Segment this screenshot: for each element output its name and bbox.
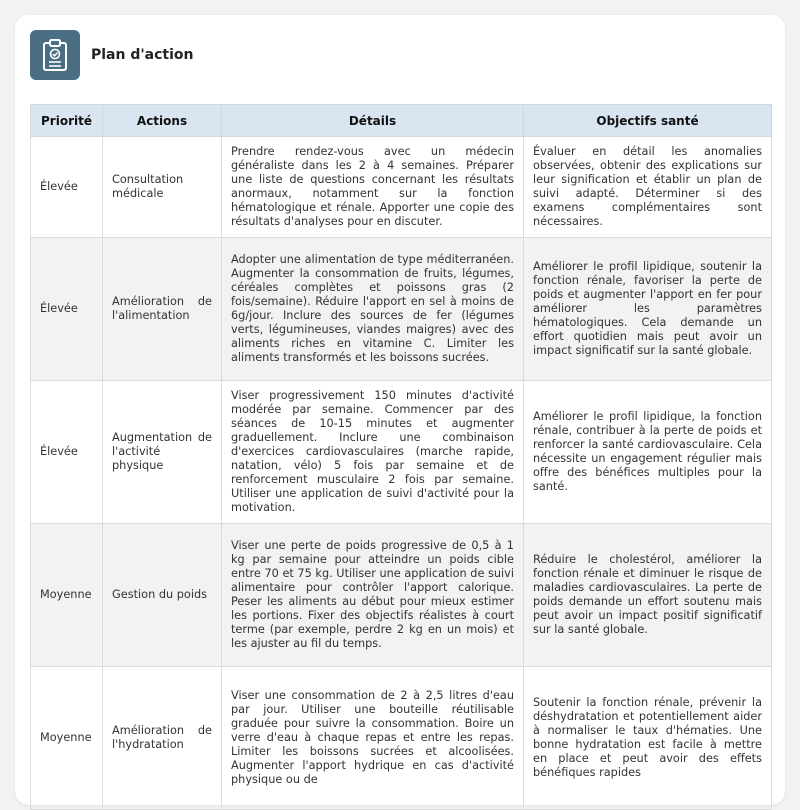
action-cell: Amélioration de l'alimentation — [103, 238, 222, 381]
table-row — [31, 524, 772, 667]
priority-cell: Élevée — [31, 137, 103, 238]
goals-cell: Évaluer en détail les anomalies observées, obtenir des explications sur leur signification et établir un plan de suivi adapté. Déterminer si des examens complémentaires sont nécessaires. — [524, 137, 772, 238]
table-row — [31, 381, 772, 524]
action-plan-card — [15, 15, 785, 805]
action-cell: Gestion du poids — [103, 524, 222, 667]
details-cell: Viser une consommation de 2 à 2,5 litres d'eau par jour. Utiliser une bouteille réutilisable graduée pour suivre la consommation. Boire un verre d'eau à chaque repas et entre les repas. Limiter les boissons sucrées et alcoolisées. Augmenter l'apport hydrique en cas d'activité physique ou de — [222, 667, 524, 810]
action-plan-table — [30, 104, 772, 810]
details-cell: Viser une perte de poids progressive de 0,5 à 1 kg par semaine pour atteindre un poids cible entre 70 et 75 kg. Utiliser une application de suivi alimentaire pour contrôler l'apport calorique. Peser les aliments au début pour mieux estimer les portions. Fixer des objectifs réalistes à court terme (par exemple, perdre 2 kg en un mois) et les ajuster au fil du temps. — [222, 524, 524, 667]
priority-cell: Élevée — [31, 381, 103, 524]
goals-cell: Améliorer le profil lipidique, soutenir la fonction rénale, favoriser la perte de poids et augmenter l'apport en fer pour améliorer les paramètres hématologiques. Cela demande un effort quotidien mais peut avoir un impact significatif sur la santé globale. — [524, 238, 772, 381]
goals-cell: Soutenir la fonction rénale, prévenir la déshydratation et potentiellement aider à normaliser le taux d'hématies. Une bonne hydratation est facile à mettre en place et peut avoir des effets bénéfiques rapides — [524, 667, 772, 810]
column-header-actions: Actions — [103, 105, 222, 137]
clipboard-check-icon — [30, 30, 80, 80]
details-cell: Viser progressivement 150 minutes d'activité modérée par semaine. Commencer par des séances de 10-15 minutes et augmenter graduellement. Inclure une combinaison d'exercices cardiovasculaires (marche rapide, natation, vélo) 5 fois par semaine et de renforcement musculaire 2 fois par semaine. Utiliser une application de suivi d'activité pour la motivation. — [222, 381, 524, 524]
priority-cell: Moyenne — [31, 524, 103, 667]
card-header — [30, 30, 193, 80]
table-header-row — [31, 105, 772, 137]
column-header-details: Détails — [222, 105, 524, 137]
goals-cell: Réduire le cholestérol, améliorer la fonction rénale et diminuer le risque de maladies cardiovasculaires. La perte de poids demande un effort soutenu mais peut avoir un impact positif significatif sur la santé globale. — [524, 524, 772, 667]
action-cell: Consultation médicale — [103, 137, 222, 238]
goals-cell: Améliorer le profil lipidique, la fonction rénale, contribuer à la perte de poids et renforcer la santé cardiovasculaire. Cela nécessite un engagement régulier mais offre des bénéfices multiples pour la santé. — [524, 381, 772, 524]
details-cell: Prendre rendez-vous avec un médecin généraliste dans les 2 à 4 semaines. Préparer une liste de questions concernant les résultats anormaux, notamment sur la fonction hématologique et rénale. Apporter une copie des résultats d'analyses pour en discuter. — [222, 137, 524, 238]
priority-cell: Moyenne — [31, 667, 103, 810]
column-header-goals: Objectifs santé — [524, 105, 772, 137]
page-title: Plan d'action — [91, 47, 194, 63]
action-cell: Amélioration de l'hydratation — [103, 667, 222, 810]
action-cell: Augmentation de l'activité physique — [103, 381, 222, 524]
table-row — [31, 238, 772, 381]
table-row — [31, 667, 772, 810]
details-cell: Adopter une alimentation de type méditerranéen. Augmenter la consommation de fruits, légumes, céréales complètes et poissons gras (2 fois/semaine). Réduire l'apport en sel à moins de 6g/jour. Inclure des sources de fer (légumes verts, légumineuses, viandes maigres) avec des aliments riches en vitamine C. Limiter les aliments transformés et les boissons sucrées. — [222, 238, 524, 381]
column-header-priority: Priorité — [31, 105, 103, 137]
priority-cell: Élevée — [31, 238, 103, 381]
table-row — [31, 137, 772, 238]
